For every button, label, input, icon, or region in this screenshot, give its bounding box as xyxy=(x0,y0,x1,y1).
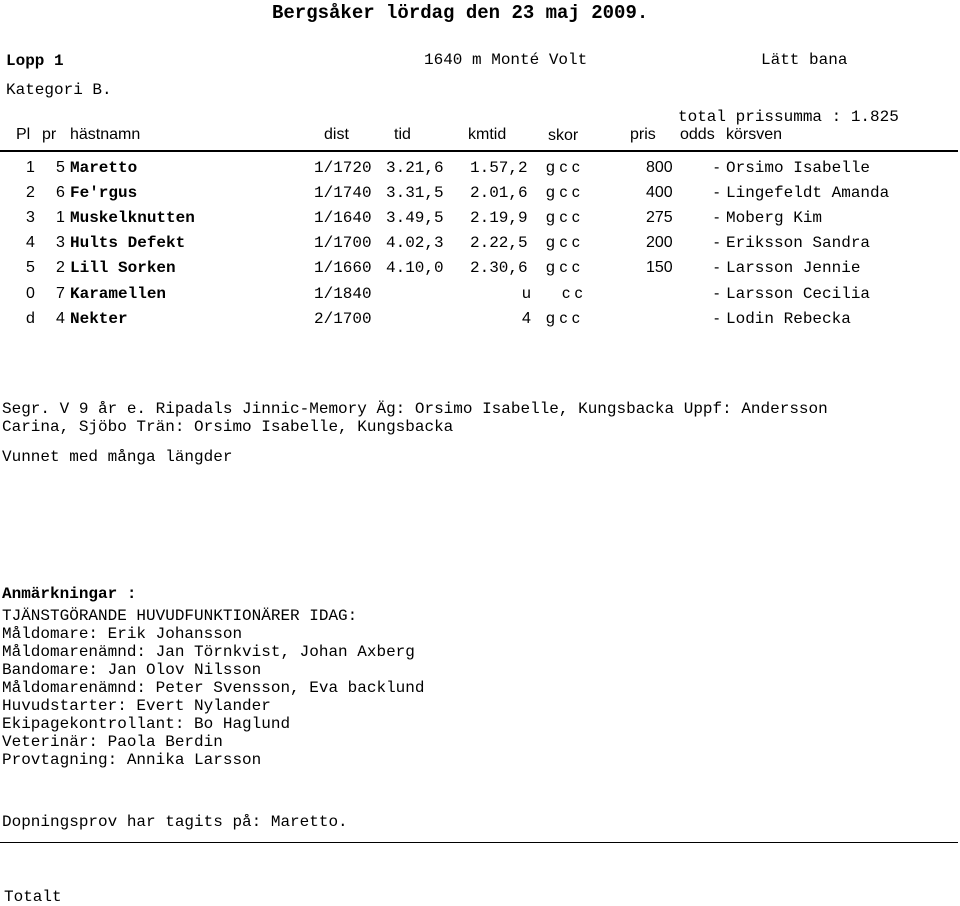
placing: 3 xyxy=(26,209,35,226)
race-comment: Vunnet med många längder xyxy=(2,448,233,466)
total-prize: total prissumma : 1.825 xyxy=(678,108,899,126)
distance: 1/1700 xyxy=(314,234,372,252)
placing: 1 xyxy=(26,159,35,176)
table-row xyxy=(0,285,960,307)
remarks-heading: Anmärkningar : xyxy=(2,585,137,603)
horse-name: Fe'rgus xyxy=(70,184,138,202)
remarks-line: Veterinär: Paola Berdin xyxy=(2,733,223,751)
shoes: g c c xyxy=(546,184,580,201)
col-name: hästnamn xyxy=(70,126,141,143)
col-dist: dist xyxy=(324,126,349,143)
placing: 5 xyxy=(26,259,35,276)
time: 3.49,5 xyxy=(386,209,444,227)
km-time: u xyxy=(522,285,531,302)
winner-info xyxy=(2,400,828,436)
remarks-list xyxy=(2,607,424,769)
shoes: g c c xyxy=(546,310,580,327)
km-time: 2.01,6 xyxy=(470,184,528,202)
time: 4.10,0 xyxy=(386,259,444,277)
col-odds: odds xyxy=(680,126,715,143)
prize: 150 xyxy=(646,259,673,276)
remarks-line: TJÄNSTGÖRANDE HUVUDFUNKTIONÄRER IDAG: xyxy=(2,607,358,625)
col-pris: pris xyxy=(630,126,656,143)
shoes: g c c xyxy=(546,159,580,176)
horse-name: Karamellen xyxy=(70,285,167,303)
total-label: Totalt xyxy=(4,888,62,906)
col-kmtid: kmtid xyxy=(468,126,507,143)
post-position: 4 xyxy=(56,310,65,327)
driver: Eriksson Sandra xyxy=(726,234,871,252)
remarks-line: Ekipagekontrollant: Bo Haglund xyxy=(2,715,291,733)
driver: Larsson Jennie xyxy=(726,259,861,277)
table-row xyxy=(0,310,960,332)
horse-name: Muskelknutten xyxy=(70,209,195,227)
time: 4.02,3 xyxy=(386,234,444,252)
page-title: Bergsåker lördag den 23 maj 2009. xyxy=(272,2,649,24)
odds: - xyxy=(714,310,720,327)
post-position: 5 xyxy=(56,159,65,176)
remarks-line: Bandomare: Jan Olov Nilsson xyxy=(2,661,262,679)
col-skor: skor xyxy=(548,127,579,144)
table-row xyxy=(0,209,960,231)
horse-name: Hults Defekt xyxy=(70,234,186,252)
table-row xyxy=(0,234,960,256)
time: 3.21,6 xyxy=(386,159,444,177)
km-time: 2.19,9 xyxy=(470,209,528,227)
distance: 1/1660 xyxy=(314,259,372,277)
footer-rule xyxy=(0,842,958,843)
distance: 2/1700 xyxy=(314,310,372,328)
driver: Orsimo Isabelle xyxy=(726,159,871,177)
shoes: g c c xyxy=(546,209,580,226)
km-time: 2.30,6 xyxy=(470,259,528,277)
driver: Moberg Kim xyxy=(726,209,823,227)
shoes: c c xyxy=(562,285,583,302)
shoes: g c c xyxy=(546,234,580,251)
post-position: 2 xyxy=(56,259,65,276)
distance: 1/1840 xyxy=(314,285,372,303)
track-condition: Lätt bana xyxy=(761,51,848,69)
post-position: 6 xyxy=(56,184,65,201)
odds: - xyxy=(714,184,720,201)
horse-name: Maretto xyxy=(70,159,138,177)
winner-info-line: Segr. V 9 år e. Ripadals Jinnic-Memory Äg: Orsimo Isabelle, Kungsbacka Uppf: Andersson xyxy=(2,400,828,418)
odds: - xyxy=(714,259,720,276)
col-pr: pr xyxy=(42,126,57,143)
table-row xyxy=(0,159,960,181)
winner-info-line: Carina, Sjöbo Trän: Orsimo Isabelle, Kungsbacka xyxy=(2,418,454,436)
odds: - xyxy=(714,285,720,302)
post-position: 3 xyxy=(56,234,65,251)
remarks-line: Huvudstarter: Evert Nylander xyxy=(2,697,271,715)
km-time: 1.57,2 xyxy=(470,159,528,177)
driver: Lingefeldt Amanda xyxy=(726,184,890,202)
odds: - xyxy=(714,159,720,176)
driver: Lodin Rebecka xyxy=(726,310,851,328)
prize: 275 xyxy=(646,209,673,226)
distance: 1/1740 xyxy=(314,184,372,202)
placing: 4 xyxy=(26,234,35,251)
remarks-line: Måldomare: Erik Johansson xyxy=(2,625,243,643)
header-rule xyxy=(0,150,958,152)
col-pl: Pl xyxy=(16,126,31,143)
remarks-line: Måldomarenämnd: Peter Svensson, Eva backlund xyxy=(2,679,425,697)
col-driver: körsven xyxy=(726,126,783,143)
prize: 200 xyxy=(646,234,673,251)
placing: 2 xyxy=(26,184,35,201)
odds: - xyxy=(714,234,720,251)
time: 3.31,5 xyxy=(386,184,444,202)
doping-note: Dopningsprov har tagits på: Maretto. xyxy=(2,813,348,831)
km-time: 4 xyxy=(522,310,531,327)
post-position: 7 xyxy=(56,285,65,302)
remarks-line: Provtagning: Annika Larsson xyxy=(2,751,262,769)
placing: 0 xyxy=(26,285,35,302)
race-number: Lopp 1 xyxy=(6,52,64,70)
placing: d xyxy=(26,310,35,327)
driver: Larsson Cecilia xyxy=(726,285,871,303)
distance: 1/1720 xyxy=(314,159,372,177)
distance: 1/1640 xyxy=(314,209,372,227)
km-time: 2.22,5 xyxy=(470,234,528,252)
race-category: Kategori B. xyxy=(6,81,112,99)
table-row xyxy=(0,259,960,281)
prize: 400 xyxy=(646,184,673,201)
col-tid: tid xyxy=(394,126,411,143)
horse-name: Lill Sorken xyxy=(70,259,176,277)
horse-name: Nekter xyxy=(70,310,128,328)
table-row xyxy=(0,184,960,206)
post-position: 1 xyxy=(56,209,65,226)
prize: 800 xyxy=(646,159,673,176)
race-distance-type: 1640 m Monté Volt xyxy=(424,51,588,69)
odds: - xyxy=(714,209,720,226)
remarks-line: Måldomarenämnd: Jan Törnkvist, Johan Axberg xyxy=(2,643,415,661)
shoes: g c c xyxy=(546,259,580,276)
